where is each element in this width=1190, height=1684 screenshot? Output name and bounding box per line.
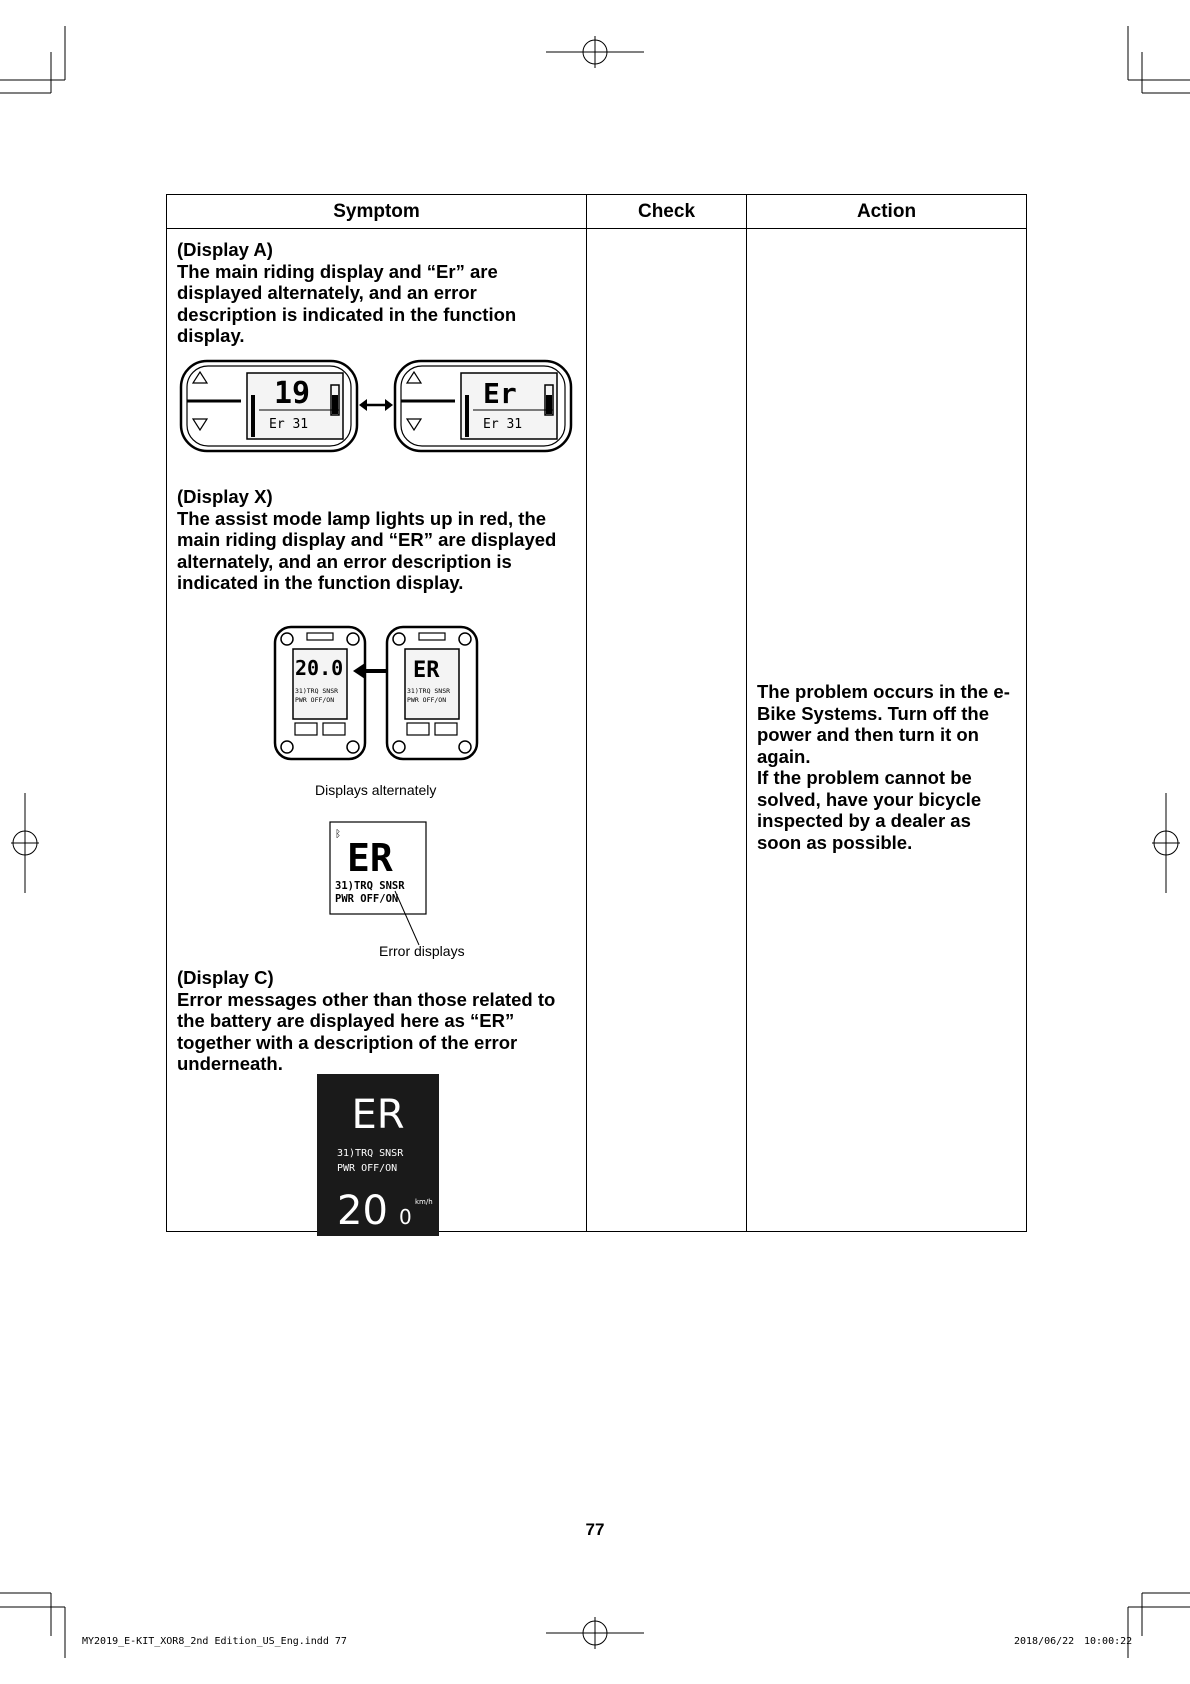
display-a-body: The main riding display and “Er” are displayed alternately, and an error description is indicated in the function display.: [177, 260, 517, 346]
display-c-speed: 20: [337, 1188, 388, 1234]
display-c-line1: 31)TRQ SNSR: [337, 1148, 404, 1159]
display-c-screen: [317, 1074, 439, 1236]
display-a-code-2: Er 31: [483, 417, 523, 432]
display-a-er: Er: [483, 377, 517, 410]
display-c-er: ER: [351, 1092, 405, 1138]
display-x-line1: 31)TRQ SNSR: [295, 687, 339, 695]
alternate-arrow-icon: [359, 399, 393, 411]
action-cell: [747, 229, 1027, 1232]
display-c-speed-decimal: 0: [399, 1205, 412, 1229]
display-x-unit-error: [387, 627, 477, 759]
display-x-er: ER: [413, 658, 440, 683]
display-x-unit-main: [275, 627, 365, 759]
display-x-title: (Display X): [177, 486, 273, 507]
check-cell: [587, 229, 747, 1232]
caption-displays-alternately: Displays alternately: [315, 782, 437, 798]
closeup-line2: PWR OFF/ON: [335, 893, 399, 905]
display-x-line1-b: 31)TRQ SNSR: [407, 687, 451, 695]
display-c-line2: PWR OFF/ON: [337, 1163, 398, 1174]
header-check: Check: [587, 195, 747, 229]
display-a-title: (Display A): [177, 239, 273, 260]
display-x-text: [177, 486, 577, 594]
display-x-line2: PWR OFF/ON: [295, 696, 335, 704]
footer-time: 10:00:22: [1084, 1636, 1133, 1647]
footer-filename: MY2019_E-KIT_XOR8_2nd Edition_US_Eng.indd 77: [82, 1636, 347, 1647]
caption-error-displays: Error displays: [379, 943, 465, 959]
bluetooth-icon: ᛒ: [335, 829, 341, 840]
display-a-speed: 19: [274, 376, 311, 411]
display-a-unit-error: [395, 361, 571, 451]
page-number: 77: [585, 1520, 605, 1539]
closeup-er: ER: [347, 836, 393, 880]
display-x-line2-b: PWR OFF/ON: [407, 696, 447, 704]
troubleshooting-table: [166, 194, 1027, 1232]
table-header-row: [167, 195, 1027, 229]
table-row: [167, 229, 1027, 1232]
closeup-line1: 31)TRQ SNSR: [335, 880, 405, 892]
symptom-cell: [167, 229, 587, 1232]
display-c-unit: km/h: [415, 1198, 433, 1206]
display-c-body: Error messages other than those related to the battery are displayed here as “ER” together with a description of the error underneath.: [177, 988, 556, 1074]
header-action: Action: [747, 195, 1027, 229]
action-text: The problem occurs in the e-Bike Systems. Turn off the power and then turn it on again. If the problem cannot be solved, have your bicycle inspected by a dealer as soon as possible.: [757, 681, 1010, 853]
display-a-text: [177, 239, 577, 347]
display-c-title: (Display C): [177, 967, 274, 988]
header-symptom: Symptom: [167, 195, 587, 229]
display-a-code: Er 31: [269, 417, 309, 432]
display-a-unit-main: [181, 361, 357, 451]
display-x-body: The assist mode lamp lights up in red, the main riding display and “ER” are displayed alternately, and an error description is indicated in the function display.: [177, 507, 557, 593]
display-a-figure: [179, 355, 574, 459]
error-leader-line: [393, 889, 433, 949]
display-x-figure: [271, 625, 481, 761]
display-x-speed: 20.0: [295, 656, 344, 680]
display-c-text: [177, 967, 577, 1075]
footer-date: 2018/06/22: [1014, 1636, 1075, 1647]
